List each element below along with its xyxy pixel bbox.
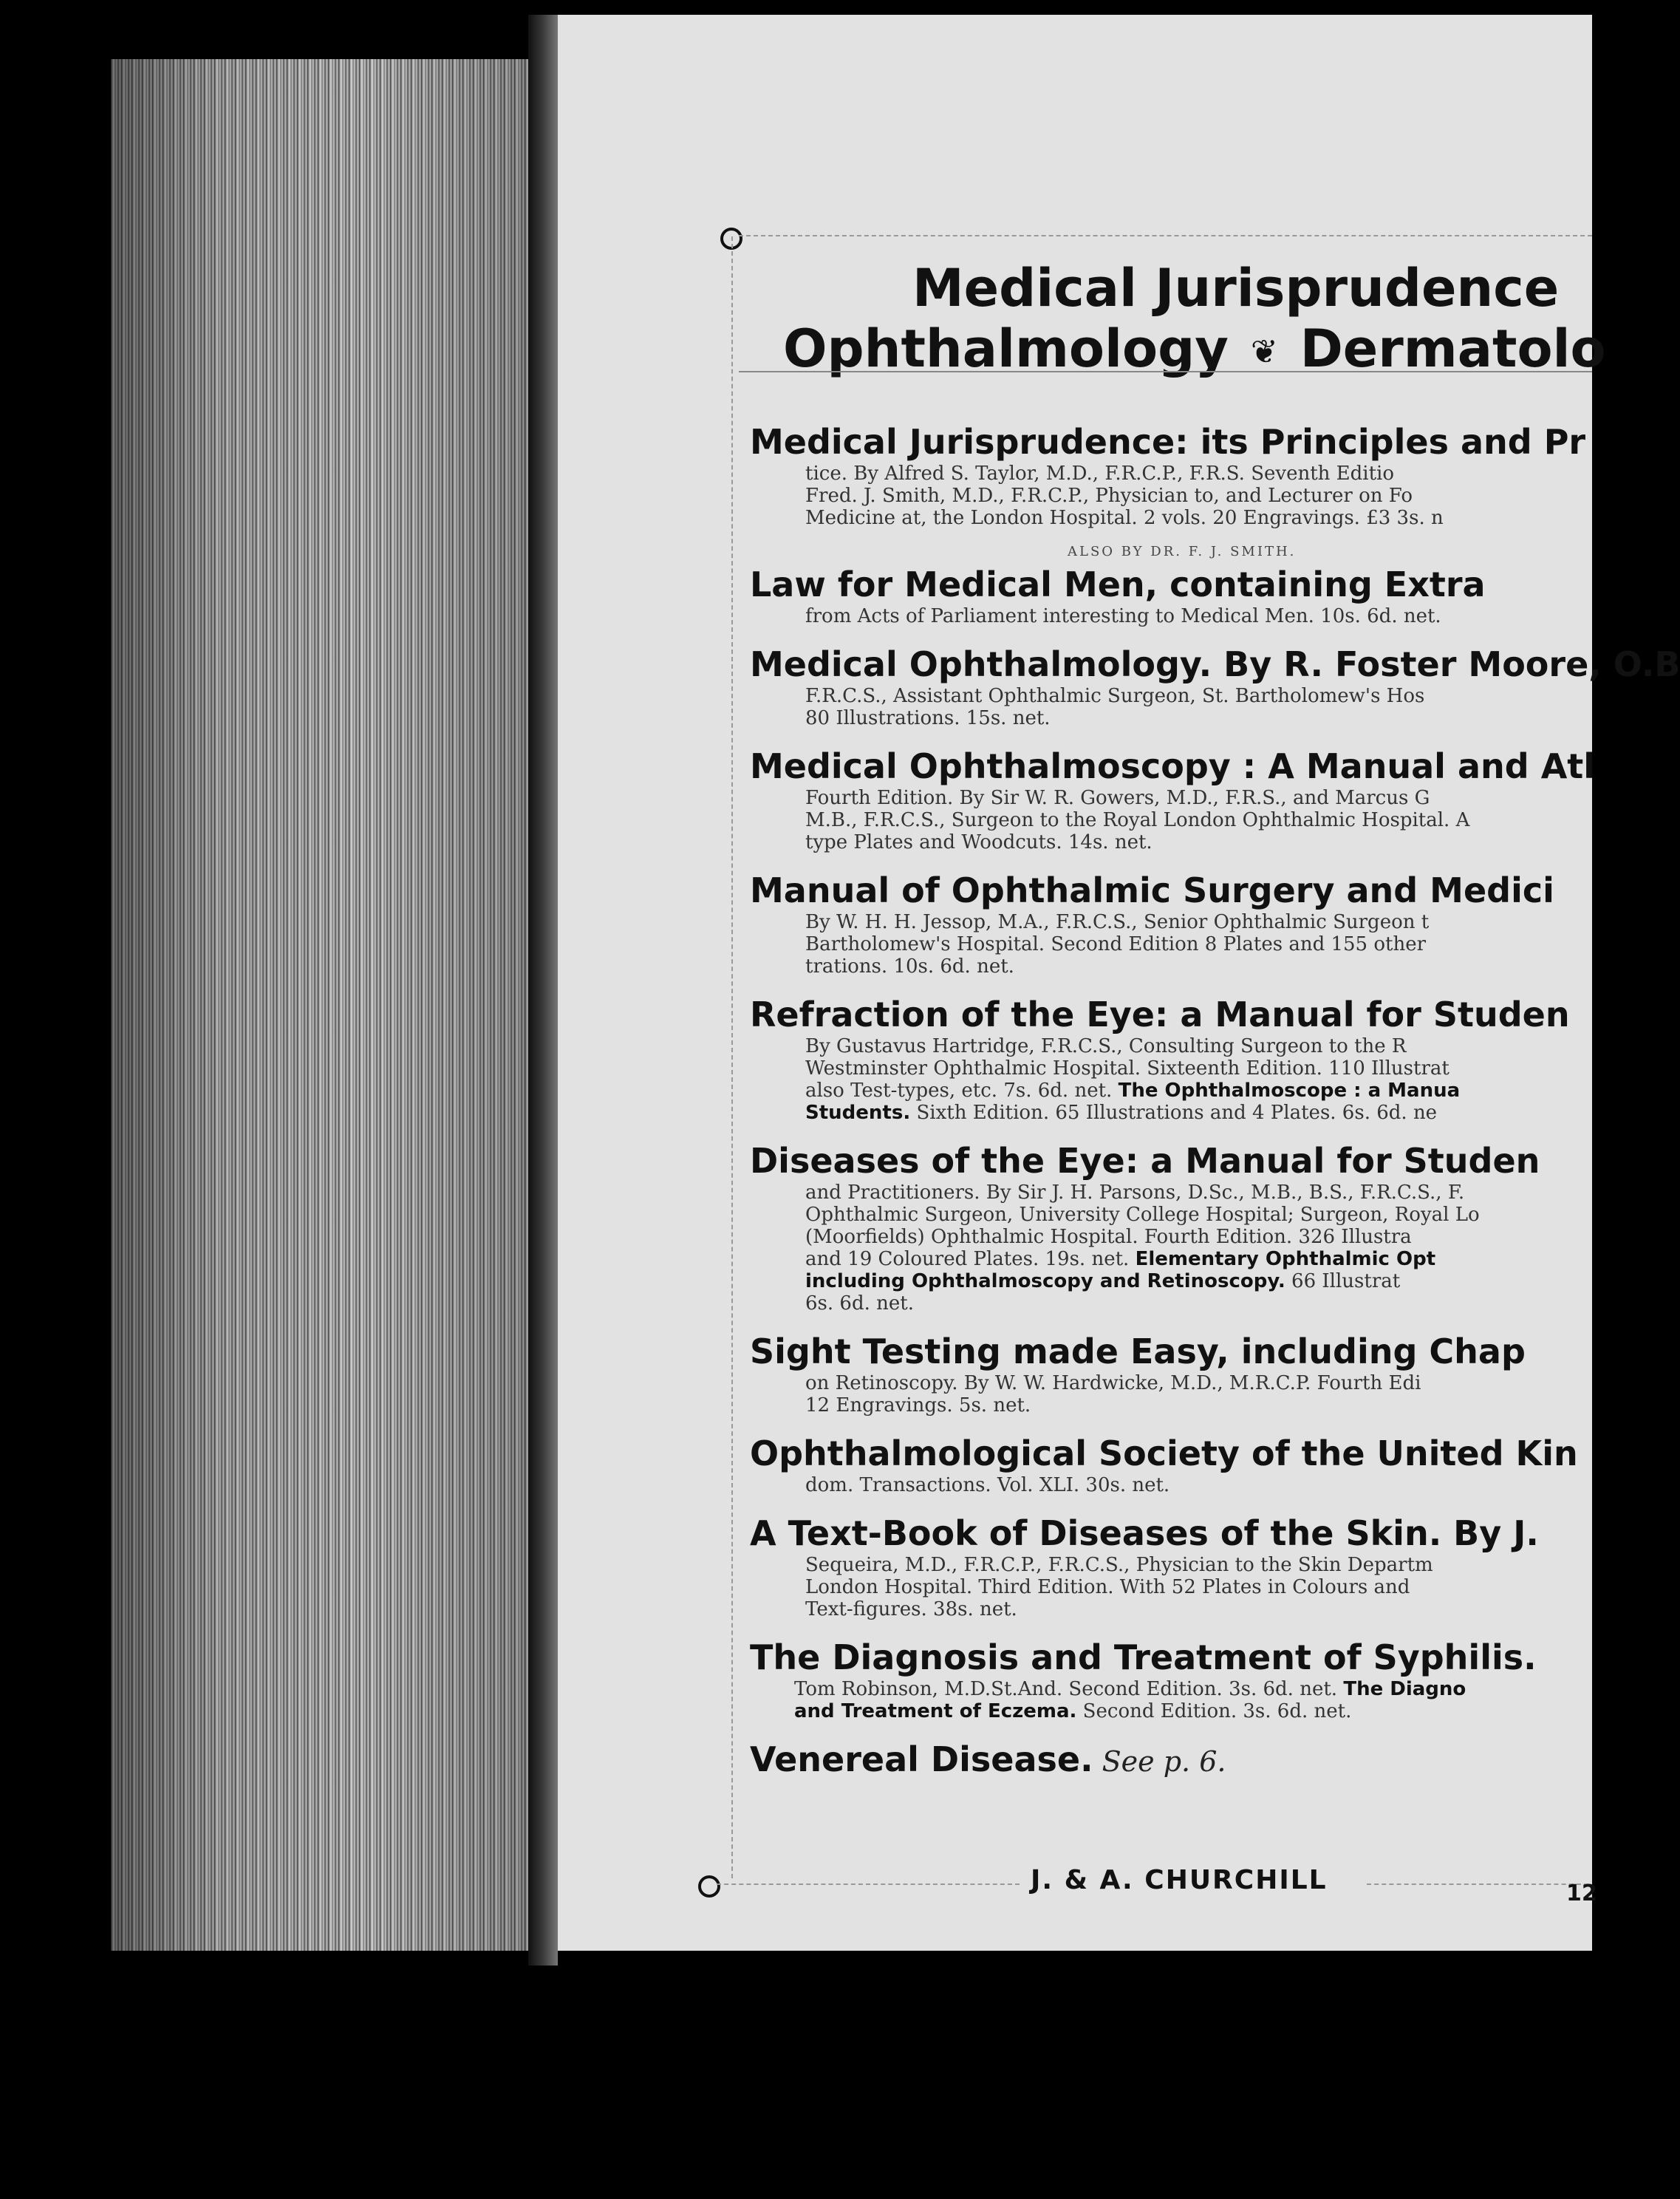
entry-syphilis xyxy=(750,1637,1592,1722)
entry-line: Medicine at, the London Hospital. 2 vols. 20 Engravings. £3 3s. n xyxy=(805,507,1444,529)
page-edge-shadow xyxy=(111,59,547,1951)
entry-title: Ophthalmological Society of the United Kin xyxy=(750,1433,1578,1473)
entry-bold-title: The Diagno xyxy=(1343,1678,1466,1700)
entry-title: Manual of Ophthalmic Surgery and Medici xyxy=(750,870,1554,910)
entry-bold-title: and Treatment of Eczema. xyxy=(794,1700,1077,1722)
border-bottom-left xyxy=(717,1883,1020,1885)
entry-text: 66 Illustrat xyxy=(1285,1270,1401,1292)
title-dermatology: Dermatolo xyxy=(1300,318,1606,379)
entry-diseases-of-the-eye xyxy=(750,1140,1592,1315)
entry-line: 80 Illustrations. 15s. net. xyxy=(805,707,1051,729)
border-left xyxy=(731,236,733,1878)
entry-line: 12 Engravings. 5s. net. xyxy=(805,1394,1031,1416)
entry-law-for-medical-men xyxy=(750,564,1592,627)
book-gutter xyxy=(528,15,558,1966)
page-number: 12 xyxy=(1566,1881,1597,1906)
page-title xyxy=(783,258,1606,382)
title-ophthalmology: Ophthalmology xyxy=(783,318,1229,379)
entry-line: from Acts of Parliament interesting to Medical Men. 10s. 6d. net. xyxy=(805,605,1441,627)
entry-refraction-of-the-eye xyxy=(750,994,1592,1124)
entry-line xyxy=(750,1080,1592,1102)
entry-line: tice. By Alfred S. Taylor, M.D., F.R.C.P., F.R.S. Seventh Editio xyxy=(805,463,1395,485)
entry-title: Medical Ophthalmoscopy : A Manual and Atl xyxy=(750,746,1596,786)
entry-text: Tom Robinson, M.D.St.And. Second Edition. 3s. 6d. net. xyxy=(794,1678,1344,1700)
title-line-1: Medical Jurisprudence xyxy=(912,258,1560,318)
entry-line: Sequeira, M.D., F.R.C.P., F.R.C.S., Physician to the Skin Departm xyxy=(805,1554,1433,1576)
entry-line: London Hospital. Third Edition. With 52 Plates in Colours and xyxy=(805,1576,1410,1598)
border-bottom-right xyxy=(1367,1883,1588,1885)
entry-line: Westminster Ophthalmic Hospital. Sixteenth Edition. 110 Illustrat xyxy=(805,1057,1449,1080)
entry-line: and Practitioners. By Sir J. H. Parsons, D.Sc., M.B., B.S., F.R.C.S., F. xyxy=(805,1182,1465,1204)
also-by-note: ALSO BY DR. F. J. SMITH. xyxy=(1068,544,1297,559)
entry-title: Medical Jurisprudence: its Principles and Pr xyxy=(750,422,1586,462)
book-list xyxy=(750,421,1680,1780)
entry-bold-title: Elementary Ophthalmic Opt xyxy=(1135,1248,1436,1270)
entry-line xyxy=(750,1102,1592,1124)
entry-medical-ophthalmology xyxy=(750,644,1680,729)
punch-hole-bottom xyxy=(698,1875,720,1898)
entry-line: By W. H. H. Jessop, M.A., F.R.C.S., Senior Ophthalmic Surgeon t xyxy=(805,911,1430,933)
entry-title: Sight Testing made Easy, including Chap xyxy=(750,1332,1526,1371)
border-top xyxy=(739,235,1592,236)
title-line-2 xyxy=(783,318,1606,382)
entry-line xyxy=(750,1270,1592,1292)
entry-line: Ophthalmic Surgeon, University College Hospital; Surgeon, Royal Lo xyxy=(805,1204,1480,1226)
entry-medical-jurisprudence xyxy=(750,421,1592,529)
entry-ophthalmic-surgery xyxy=(750,870,1592,978)
entry-title: Refraction of the Eye: a Manual for Studen xyxy=(750,995,1570,1034)
header-rule xyxy=(739,371,1592,372)
entry-bold-title: including Ophthalmoscopy and Retinoscopy. xyxy=(805,1270,1285,1292)
entry-title: Medical Ophthalmology. By R. Foster Moore, O.B xyxy=(750,644,1680,684)
entry-line: (Moorfields) Ophthalmic Hospital. Fourth Edition. 326 Illustra xyxy=(805,1226,1412,1248)
entry-bold-title: The Ophthalmoscope : a Manua xyxy=(1118,1080,1461,1102)
leaf-ornament-icon: ❦ xyxy=(1250,333,1278,371)
entry-text: Sixth Edition. 65 Illustrations and 4 Plates. 6s. 6d. ne xyxy=(910,1102,1438,1124)
entry-line: Bartholomew's Hospital. Second Edition 8 Plates and 155 other xyxy=(805,933,1427,955)
see-reference: See p. 6. xyxy=(1093,1745,1226,1778)
entry-venereal-disease xyxy=(750,1739,1592,1780)
entry-title: Law for Medical Men, containing Extra xyxy=(750,565,1486,604)
publisher-name: J. & A. CHURCHILL xyxy=(1031,1865,1328,1895)
entry-title: A Text-Book of Diseases of the Skin. By J. xyxy=(750,1513,1539,1553)
entry-text: Second Edition. 3s. 6d. net. xyxy=(1076,1700,1352,1722)
entry-medical-ophthalmoscopy xyxy=(750,746,1596,853)
entry-line: dom. Transactions. Vol. XLI. 30s. net. xyxy=(805,1474,1170,1496)
entry-line: type Plates and Woodcuts. 14s. net. xyxy=(805,831,1153,853)
entry-ophthalmological-society xyxy=(750,1433,1592,1496)
entry-diseases-of-the-skin xyxy=(750,1513,1592,1620)
entry-title: Venereal Disease. xyxy=(750,1739,1093,1779)
entry-line xyxy=(750,1248,1592,1270)
entry-line xyxy=(750,1700,1592,1722)
entry-text: also Test-types, etc. 7s. 6d. net. xyxy=(805,1080,1119,1102)
entry-line xyxy=(750,1678,1592,1700)
entry-line: Fourth Edition. By Sir W. R. Gowers, M.D., F.R.S., and Marcus G xyxy=(805,787,1430,809)
entry-sight-testing xyxy=(750,1331,1592,1416)
entry-line: 6s. 6d. net. xyxy=(805,1292,914,1315)
entry-text: and 19 Coloured Plates. 19s. net. xyxy=(805,1248,1136,1270)
entry-line: Fred. J. Smith, M.D., F.R.C.P., Physician to, and Lecturer on Fo xyxy=(805,485,1413,507)
entry-bold-title: Students. xyxy=(805,1102,911,1124)
entry-line: Text-figures. 38s. net. xyxy=(805,1598,1017,1620)
entry-line: M.B., F.R.C.S., Surgeon to the Royal London Ophthalmic Hospital. A xyxy=(805,809,1470,831)
entry-title: Diseases of the Eye: a Manual for Studen xyxy=(750,1141,1540,1181)
entry-line: By Gustavus Hartridge, F.R.C.S., Consulting Surgeon to the R xyxy=(805,1035,1407,1057)
entry-line: trations. 10s. 6d. net. xyxy=(805,955,1014,978)
entry-line: on Retinoscopy. By W. W. Hardwicke, M.D., M.R.C.P. Fourth Edi xyxy=(805,1372,1421,1394)
entry-line: F.R.C.S., Assistant Ophthalmic Surgeon, St. Bartholomew's Hos xyxy=(805,685,1425,707)
entry-title: The Diagnosis and Treatment of Syphilis. xyxy=(750,1637,1537,1677)
